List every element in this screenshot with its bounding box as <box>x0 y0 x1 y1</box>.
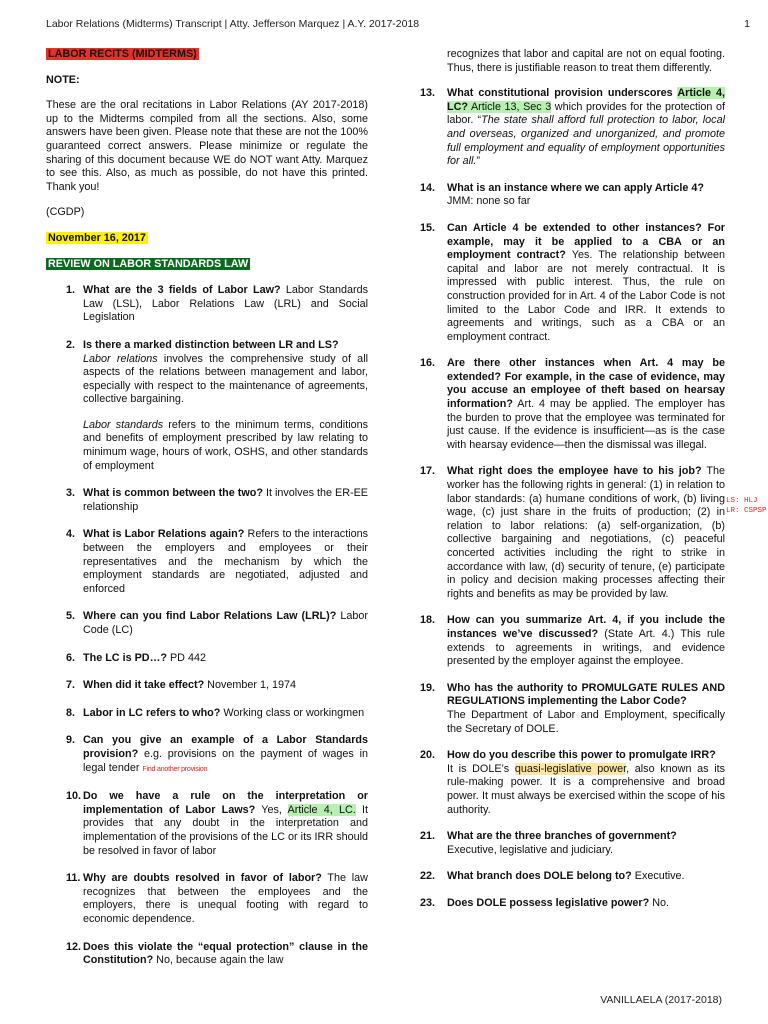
page-number: 1 <box>744 18 750 30</box>
margin-note-lr: LR: CSPSP <box>726 507 767 515</box>
section-heading: REVIEW ON LABOR STANDARDS LAW <box>48 257 249 270</box>
list-item: 13. What constitutional provision underscores Article 4, LC? Article 13, Sec 3 which provides for the protection of labor. “The state shall afford full protection to labor, local and overseas, organized and unorganized, and promote full employment and equality of employment opportunities for all.” <box>420 87 725 168</box>
date-heading: November 16, 2017 <box>48 231 146 244</box>
list-item: 18. How can you summarize Art. 4, if you include the instances we’ve discussed? (State Art. 4.) This rule extends to agreements in writings, and evidence presented by the employer against the employee. <box>420 614 726 668</box>
intro-paragraph: These are the oral recitations in Labor Relations (AY 2017-2018) up to the Midterms compiled from all the sections. Also, some answers have been given. Please note that these are not the 100% guaranteed correct answers. Please minimize or regulate the sharing of this document because WE do NOT want Atty. Marquez to see this. Also, as much as possible, do not have this printed. Thank you! <box>46 99 368 193</box>
list-item: 11. Why are doubts resolved in favor of labor? The law recognizes that between the employees and the employers, there is unequal footing with regard to economic dependence. <box>66 872 368 925</box>
list-item: 22. What branch does DOLE belong to? Executive. <box>420 870 685 883</box>
list-item: 21. What are the three branches of government? Executive, legislative and judiciary. <box>420 830 677 856</box>
list-item: 9. Can you give an example of a Labor Standards provision? e.g. provisions on the payment of wages in legal tender Find another provision <box>66 734 368 774</box>
list-item: 1. What are the 3 fields of Labor Law? Labor Standards Law (LSL), Labor Relations Law (LRL) and Social Legislation <box>66 284 368 324</box>
page-header: Labor Relations (Midterms) Transcript | Atty. Jefferson Marquez | A.Y. 2017-2018 <box>46 18 420 30</box>
list-item: 2. Is there a marked distinction between LR and LS? Labor relations involves the comprehensive study of all aspects of the relations between management and labor, especially with respect to the maintenance of agreements, collective bargaining. Labor standards refers to the minimum terms, conditions and benefits of employment prescribed by law relating to minimum wage, hours of work, OSHS, and other standards of employment <box>66 338 368 472</box>
list-item: 15. Can Article 4 be extended to other instances? For example, may it be applied to a CBA or an employment contract? Yes. The relationship between capital and labor are not merely contractual. It is impressed with public interest. Thus, the rule on construction provided for in Art. 4 of the Labor Code is not limited to the Labor Code and IRR. It extends to agreements and writings, such as a CBA or an employment contract. <box>420 221 725 343</box>
signature: (CGDP) <box>46 206 85 219</box>
list-item: 10. Do we have a rule on the interpretation or implementation of Labor Laws? Yes, Article 4, LC. It provides that any doubt in the interpretation and implementation of the provisions of the LC or its IRR should be resolved in favor of labor <box>66 790 368 857</box>
list-item: 4. What is Labor Relations again? Refers to the interactions between the employers and employees or their representatives and the mechanism by which the employment standards are negotiated, adjusted and enforced <box>66 528 368 595</box>
margin-note-ls: LS: HLJ <box>726 497 758 505</box>
list-item: 23. Does DOLE possess legislative power? No. <box>420 896 670 909</box>
handwritten-note: Find another provision <box>142 765 208 773</box>
list-item: 6. The LC is PD…? PD 442 <box>66 651 206 664</box>
left-question-list <box>46 284 368 968</box>
list-item: 14. What is an instance where we can apply Article 4? JMM: none so far <box>420 181 705 208</box>
left-column <box>46 48 368 968</box>
right-column <box>420 48 725 910</box>
list-item: 17. What right does the employee have to his job? The worker has the following rights in general: (1) in relation to labor standards: (a) humane conditions of work, (b) living wage, (c) just share in the fruits of production; (2) in relation to labor relations: (a) self-organization, (b) collective bargaining and negotiations, (c) peaceful concerted activities including the right to strike in accordance with law, (d) security of tenure, (e) participate in policy and decision making processes affecting their rights and benefits as may be provided by law. <box>420 465 725 600</box>
list-item: 12. Does this violate the “equal protection” clause in the Constitution? No, because again the law <box>66 940 368 967</box>
note-label: NOTE: <box>46 73 80 86</box>
highlight-quasi-legislative: quasi-legislative power <box>514 762 627 775</box>
right-question-list <box>420 87 725 910</box>
list-item: 16. Are there other instances when Art. 4 may be extended? For example, in the case of evidence, may you accuse an employee of theft based on hearsay information? Art. 4 may be applied. The employer has the burden to prove that the employee was terminated for just cause. If the evidence is insufficient—as is the case with hearsay evidence—then the dismissal was illegal. <box>420 357 725 451</box>
list-item: 19. Who has the authority to PROMULGATE RULES AND REGULATIONS implementing the Labor Code? The Department of Labor and Employment, specifically the Secretary of DOLE. <box>420 681 725 735</box>
list-item: 20. How do you describe this power to promulgate IRR? It is DOLE’s quasi-legislative power, also known as its rule-making power. It is a comprehensive and broad power. It must always be exercised within the scope of his authority. <box>420 749 725 816</box>
list-item: 5. Where can you find Labor Relations Law (LRL)? Labor Code (LC) <box>66 610 368 636</box>
doc-heading: LABOR RECITS (MIDTERMS) <box>48 48 197 60</box>
list-item: 8. Labor in LC refers to who? Working class or workingmen <box>66 706 365 719</box>
page-footer: VANILLAELA (2017-2018) <box>600 994 722 1006</box>
continuation-text: recognizes that labor and capital are not on equal footing. Thus, there is justifiable reason to treat them differently. <box>447 48 725 74</box>
list-item: 7. When did it take effect? November 1, 1974 <box>66 679 297 692</box>
highlight-article-4: Article 4, LC. <box>287 803 356 816</box>
list-item: 3. What is common between the two? It involves the ER-EE relationship <box>66 487 368 513</box>
